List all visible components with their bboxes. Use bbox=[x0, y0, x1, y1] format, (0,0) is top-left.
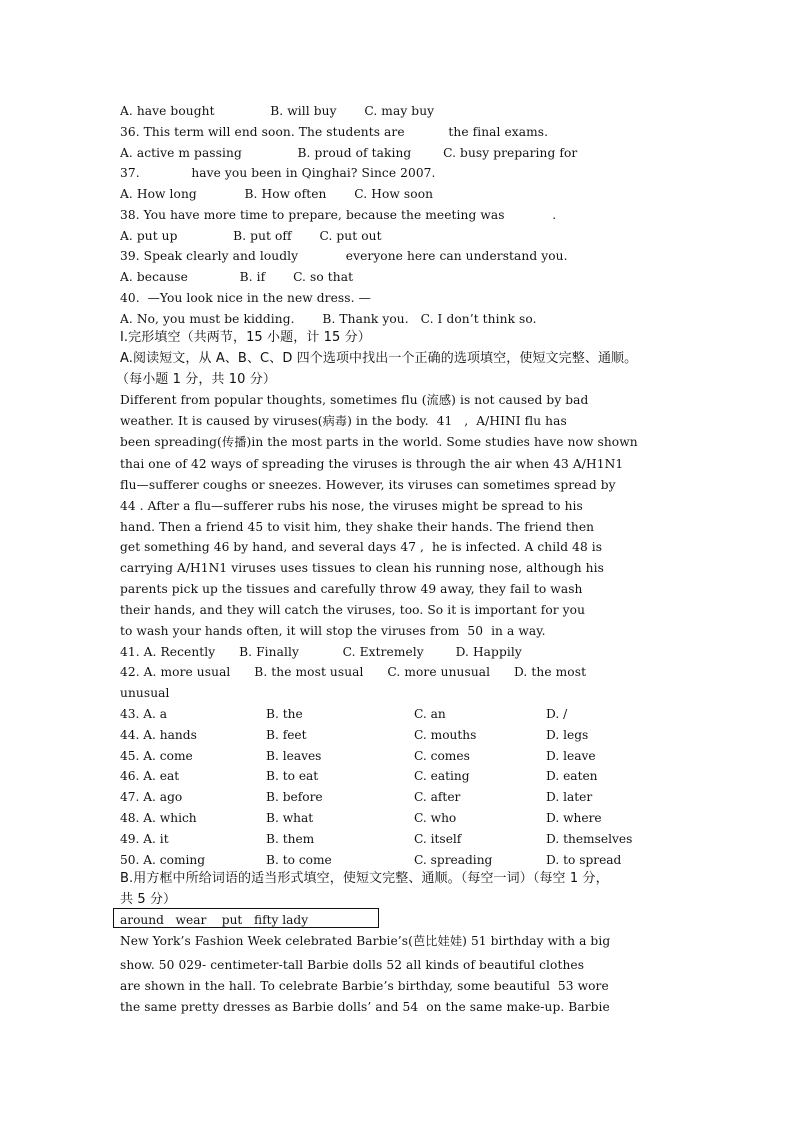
q42-options-wrap: unusual bbox=[120, 686, 170, 700]
option-b: B. before bbox=[266, 790, 323, 804]
section-heading: I.完形填空（共两节，15 小题，计 15 分） bbox=[120, 330, 371, 345]
q42-options: 42. A. more usual B. the most usual C. more unusual D. the most bbox=[120, 665, 587, 679]
option-d: D. / bbox=[546, 707, 568, 721]
option-a: 49. A. it bbox=[120, 832, 169, 846]
q36-options: A. active m passing B. proud of taking C. busy preparing for bbox=[120, 146, 578, 160]
option-d: D. where bbox=[546, 811, 602, 825]
passage-line: been spreading(传播)in the most parts in the world. Some studies have now shown bbox=[120, 435, 638, 449]
option-d: D. themselves bbox=[546, 832, 633, 846]
part-a-instruction: A.阅读短文，从 A、B、C、D 四个选项中找出一个正确的选项填空，使短文完整、通顺。 bbox=[120, 351, 638, 366]
part-b-instruction: B.用方框中所给词语的适当形式填空，使短文完整、通顺。（每空一词）（每空 1 分， bbox=[120, 871, 609, 886]
q37-options: A. How long B. How often C. How soon bbox=[120, 187, 434, 201]
option-d: D. leave bbox=[546, 749, 596, 763]
option-d: D. legs bbox=[546, 728, 589, 742]
option-b: B. what bbox=[266, 811, 314, 825]
option-d: D. eaten bbox=[546, 769, 598, 783]
passage-line: parents pick up the tissues and carefully throw 49 away, they fail to wash bbox=[120, 582, 583, 596]
passage-line: hand. Then a friend 45 to visit him, they shake their hands. The friend then bbox=[120, 520, 595, 534]
q40-options: A. No, you must be kidding. B. Thank you. C. I don’t think so. bbox=[120, 312, 537, 326]
option-c: C. eating bbox=[414, 769, 470, 783]
passage-b-line: New York’s Fashion Week celebrated Barbie’s(芭比娃娃) 51 birthday with a big bbox=[120, 934, 611, 948]
part-b-scoring: 共 5 分） bbox=[120, 892, 177, 907]
option-c: C. after bbox=[414, 790, 461, 804]
passage-line: to wash your hands often, it will stop the viruses from 50 in a way. bbox=[120, 624, 546, 638]
passage-b-line: the same pretty dresses as Barbie dolls’ and 54 on the same make-up. Barbie bbox=[120, 1000, 610, 1014]
option-c: C. who bbox=[414, 811, 457, 825]
part-a-scoring: （每小题 1 分，共 10 分） bbox=[116, 372, 276, 387]
q41-options: 41. A. Recently B. Finally C. Extremely D. Happily bbox=[120, 645, 522, 659]
option-b: B. feet bbox=[266, 728, 307, 742]
q37-stem: 37. have you been in Qinghai? Since 2007. bbox=[120, 166, 436, 180]
option-a: 50. A. coming bbox=[120, 853, 206, 867]
word-bank-box bbox=[113, 908, 379, 928]
option-a: 44. A. hands bbox=[120, 728, 197, 742]
option-b: B. to come bbox=[266, 853, 332, 867]
passage-line: get something 46 by hand, and several days 47 , he is infected. A child 48 is bbox=[120, 540, 603, 554]
q35-options: A. have bought B. will buy C. may buy bbox=[120, 104, 435, 118]
q39-options: A. because B. if C. so that bbox=[120, 270, 354, 284]
q38-stem: 38. You have more time to prepare, because the meeting was . bbox=[120, 208, 557, 222]
option-b: B. to eat bbox=[266, 769, 319, 783]
option-d: D. to spread bbox=[546, 853, 622, 867]
q36-stem: 36. This term will end soon. The students are the final exams. bbox=[120, 125, 549, 139]
word-bank-words: around wear put fifty lady bbox=[120, 913, 309, 927]
option-a: 48. A. which bbox=[120, 811, 197, 825]
passage-line: Different from popular thoughts, sometimes flu (流感) is not caused by bad bbox=[120, 393, 589, 407]
option-c: C. an bbox=[414, 707, 446, 721]
passage-line: 44 . After a flu—sufferer rubs his nose, the viruses might be spread to his bbox=[120, 499, 583, 513]
option-c: C. mouths bbox=[414, 728, 477, 742]
q40-stem: 40. —You look nice in the new dress. — bbox=[120, 291, 371, 305]
q39-stem: 39. Speak clearly and loudly everyone here can understand you. bbox=[120, 249, 568, 263]
option-c: C. comes bbox=[414, 749, 470, 763]
passage-b-line: show. 50 029- centimeter-tall Barbie dolls 52 all kinds of beautiful clothes bbox=[120, 958, 585, 972]
option-b: B. leaves bbox=[266, 749, 322, 763]
passage-line: carrying A/H1N1 viruses uses tissues to clean his running nose, although his bbox=[120, 561, 604, 575]
option-c: C. itself bbox=[414, 832, 462, 846]
option-d: D. later bbox=[546, 790, 593, 804]
option-b: B. the bbox=[266, 707, 303, 721]
passage-line: their hands, and they will catch the viruses, too. So it is important for you bbox=[120, 603, 586, 617]
option-a: 46. A. eat bbox=[120, 769, 180, 783]
option-b: B. them bbox=[266, 832, 315, 846]
option-a: 45. A. come bbox=[120, 749, 193, 763]
passage-line: thai one of 42 ways of spreading the viruses is through the air when 43 A/H1N1 bbox=[120, 457, 624, 471]
q38-options: A. put up B. put off C. put out bbox=[120, 229, 382, 243]
passage-b-line: are shown in the hall. To celebrate Barbie’s birthday, some beautiful 53 wore bbox=[120, 979, 609, 993]
option-a: 43. A. a bbox=[120, 707, 168, 721]
option-a: 47. A. ago bbox=[120, 790, 183, 804]
option-c: C. spreading bbox=[414, 853, 493, 867]
passage-line: flu—sufferer coughs or sneezes. However, its viruses can sometimes spread by bbox=[120, 478, 616, 492]
passage-line: weather. It is caused by viruses(病毒) in the body. 41 , A/HINI flu has bbox=[120, 414, 567, 428]
